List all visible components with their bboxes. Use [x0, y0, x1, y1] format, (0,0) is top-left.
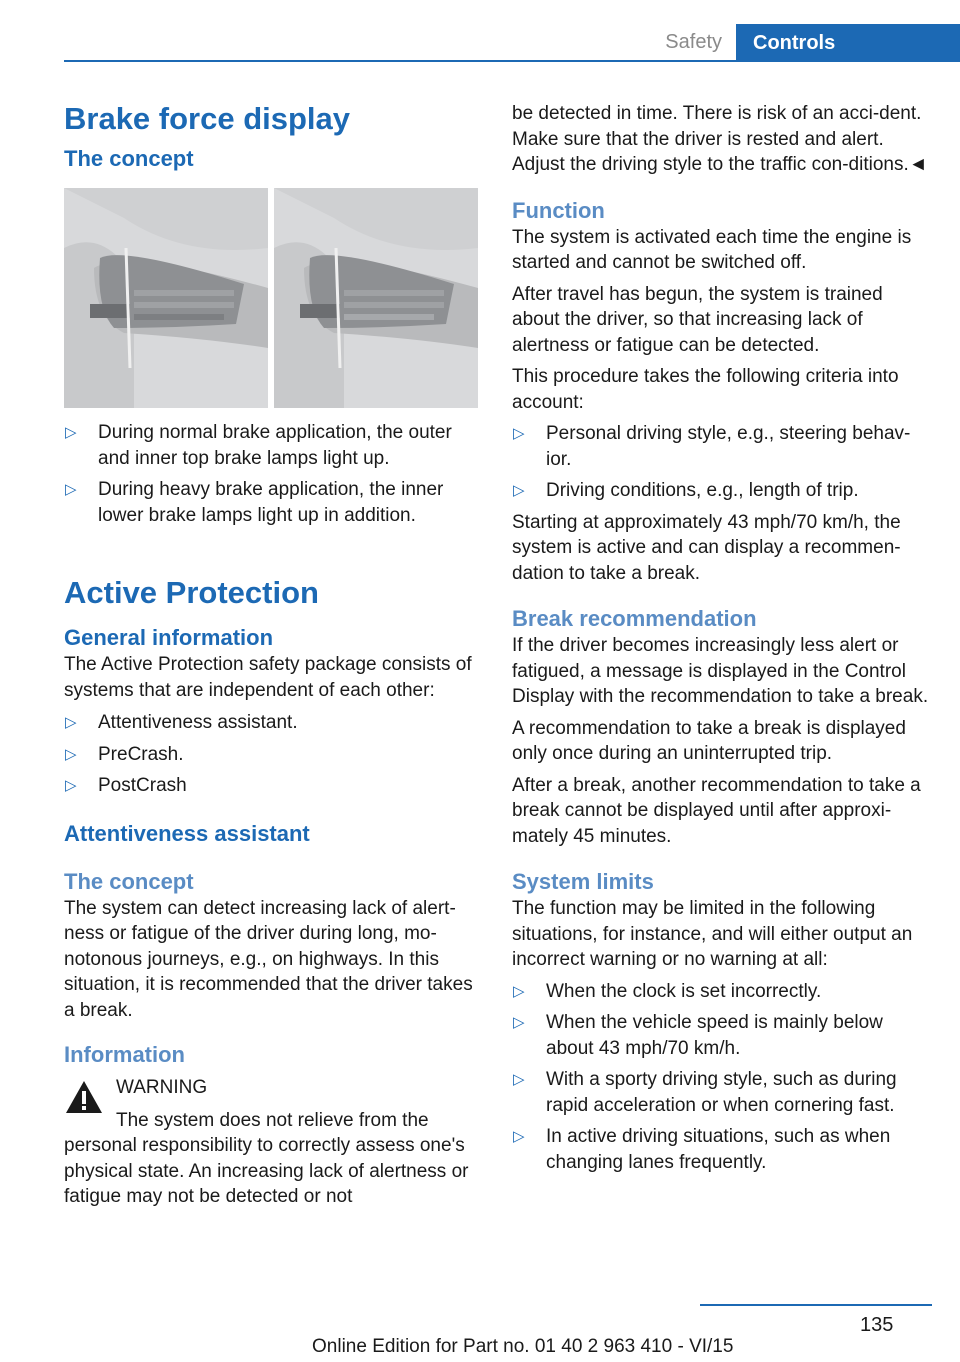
- header-tab-controls: Controls: [736, 24, 960, 62]
- triangle-bullet-icon: ▷: [65, 424, 77, 441]
- left-column: [64, 98, 484, 1210]
- list-item: ▷ PreCrash.: [64, 742, 484, 768]
- general-info-text: The Active Protection safety package consists of systems that are independent of each other:: [64, 654, 472, 701]
- break-text-2: A recommendation to take a break is displayed only once during an uninterrupted trip.: [512, 717, 906, 764]
- header-rule: [64, 60, 960, 62]
- function-text-1: The system is activated each time the engine is started and cannot be switched off.: [512, 226, 912, 273]
- warning-label: WARNING: [116, 1077, 208, 1098]
- edition-footer: Online Edition for Part no. 01 40 2 963 410 - VI/15: [312, 1336, 734, 1357]
- warning-text-first: The system does not relieve from the: [116, 1109, 429, 1131]
- warning-text: personal responsibility to correctly assess one's physical state. An increasing lack of alertness or fatigue may not be detected or not: [64, 1135, 469, 1207]
- brake-force-title: Brake force display: [64, 101, 351, 136]
- concept-text: The system can detect increasing lack of alert‐ness or fatigue of the driver during long, mo‐notonous journeys, e.g., on highways. In this situation, it is recommended that the driver takes a break.: [64, 897, 473, 1021]
- warning-block: [64, 1075, 484, 1210]
- triangle-bullet-icon: ▷: [65, 714, 77, 731]
- break-text-3: After a break, another recommendation to take a break cannot be displayed until after approxi‐mately 45 minutes.: [512, 774, 921, 847]
- criteria-list: [512, 421, 932, 504]
- footer-rule: [700, 1304, 932, 1306]
- list-item: ▷ In active driving situations, such as when changing lanes frequently.: [513, 1126, 891, 1173]
- brake-concept-heading: The concept: [64, 146, 194, 171]
- information-subheading: Information: [64, 1042, 185, 1067]
- list-item: ▷ When the vehicle speed is mainly below about 43 mph/70 km/h.: [513, 1012, 883, 1059]
- warning-triangle-icon: [64, 1079, 104, 1115]
- limits-text: The function may be limited in the following situations, for instance, and will either output an incorrect warning or no warning at all:: [512, 898, 913, 970]
- list-item: ▷ Attentiveness assistant.: [64, 710, 484, 736]
- function-text-3: This procedure takes the following criteria into account:: [512, 366, 899, 413]
- limits-list: [512, 979, 932, 1176]
- triangle-bullet-icon: ▷: [65, 777, 77, 794]
- break-recommendation-subheading: Break recommendation: [512, 606, 757, 631]
- triangle-bullet-icon: ▷: [513, 1128, 525, 1145]
- list-item: ▷ With a sporty driving style, such as during rapid acceleration or when cornering fast.: [513, 1069, 897, 1116]
- brake-lamp-photos: [64, 188, 484, 408]
- function-subheading: Function: [512, 197, 605, 223]
- concept-subheading: The concept: [64, 868, 194, 894]
- list-item: ▷ Driving conditions, e.g., length of trip.: [512, 478, 932, 504]
- system-limits-subheading: System limits: [512, 869, 654, 894]
- function-text-2: After travel has begun, the system is trained about the driver, so that increasing lack of alertness or fatigue can be detected.: [512, 283, 883, 356]
- triangle-bullet-icon: ▷: [65, 481, 77, 498]
- brake-lamp-photo-normal: [64, 188, 268, 408]
- page-number: 135: [860, 1314, 894, 1336]
- attentiveness-heading: Attentiveness assistant: [64, 820, 310, 846]
- triangle-bullet-icon: ▷: [513, 1014, 525, 1031]
- right-column: [512, 101, 932, 1175]
- systems-list: [64, 710, 484, 799]
- list-item: ▷ PostCrash: [64, 773, 484, 799]
- general-info-heading: General information: [64, 625, 274, 650]
- warning-text-continued: be detected in time. There is risk of an acci‐dent. Make sure that the driver is rested and alert. Adjust the driving style to the traffic con‐ditions.◄: [512, 103, 928, 175]
- active-protection-title: Active Protection: [64, 575, 319, 610]
- break-text-1: If the driver becomes increasingly less alert or fatigued, a message is displayed in the Control Display with the recommendation to take a break.: [512, 635, 929, 707]
- list-item: ▷ During heavy brake application, the inner lower brake lamps light up in addition.: [65, 479, 444, 526]
- triangle-bullet-icon: ▷: [513, 1071, 525, 1088]
- list-item: ▷ During normal brake application, the outer and inner top brake lamps light up.: [65, 422, 452, 469]
- header-section-label: Safety: [665, 31, 722, 53]
- brake-bullet-list: [64, 420, 484, 528]
- triangle-bullet-icon: ▷: [513, 425, 525, 442]
- triangle-bullet-icon: ▷: [513, 982, 525, 1000]
- triangle-bullet-icon: ▷: [65, 745, 77, 763]
- function-text-4: Starting at approximately 43 mph/70 km/h, the system is active and can display a recommen‐dation to take a break.: [512, 511, 901, 584]
- brake-lamp-photo-heavy: [274, 188, 478, 408]
- list-item: ▷ Personal driving style, e.g., steering behav‐ior.: [513, 423, 911, 470]
- triangle-bullet-icon: ▷: [513, 482, 525, 499]
- list-item: ▷ When the clock is set incorrectly.: [512, 979, 932, 1005]
